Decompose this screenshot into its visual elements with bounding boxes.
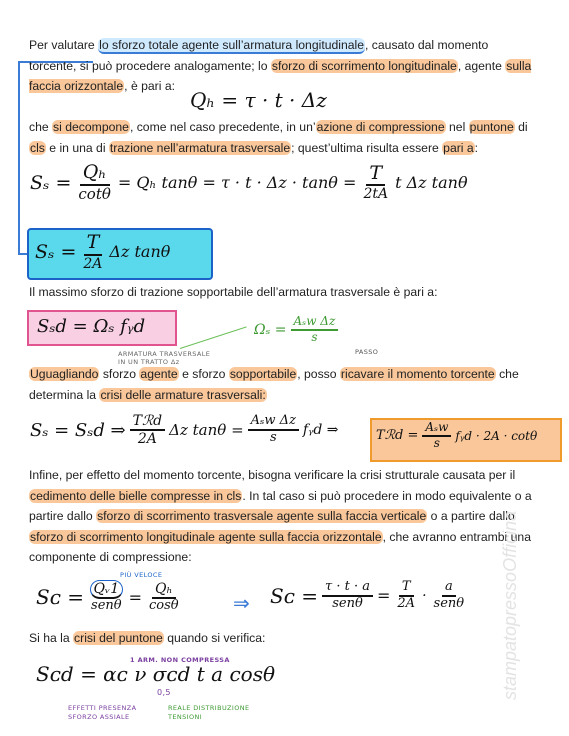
arrow-icon: ⇒ [233,591,250,615]
fraction: $\frac{a}{\text{senθ}}$ [433,579,465,611]
annotation-armatura: ARMATURA TRASVERSALE IN UN TRATTO Δz [118,350,211,366]
boxed-formula-ssd: Sₛd = Ωₛ fᵧd [27,310,177,346]
fraction: $\frac{\text{Aₛw}}{s}$ [422,421,451,451]
highlight-text: sulla faccia orizzontale [29,58,532,93]
paragraph-1: Per valutare lo sforzo totale agente sull’armatura longitudinale, causato dal momento torcente, si può procedere analogamente; lo sforzo di scorrimento longitudinale, agente sulla faccia orizzontale, è pari a: [29,38,532,93]
formula-ss-expansion: Sₛ = $\frac{\text{Qₕ}}{\cot\theta}$ = Qₕ tanθ = τ · t · Δz · tanθ = $\frac{T}{2tA}$ t Δz tanθ [30,161,468,203]
paragraph-3: Il massimo sforzo di trazione sopportabile dell’armatura trasversale è pari a: [29,285,438,299]
fraction: $\frac{\text{Aₛw Δz}}{s}$ [291,315,339,345]
formula-sc: Sᴄ = $\frac{\text{Qᵥ1}}{\text{senθ}}$ = $\frac{\text{Qₕ}}{\cos\theta}$ [36,580,186,614]
boxed-formula-ss: Sₛ = $\frac{T}{2A}$ Δz tanθ [27,228,213,280]
fraction: $\frac{\text{Qᵥ1}}{\text{senθ}}$ [91,581,122,614]
formula-omega: Ωₛ = $\frac{\text{Aₛw Δz}}{s}$ [254,315,342,345]
annotation-arm-non-compressa: 1 ARM. NON COMPRESSA [130,656,230,664]
watermark: stampatopressoOfficina [500,510,520,700]
formula-sc-expansion: Sᴄ = $\frac{\tau \cdot t \cdot a}{\text{senθ}}$ = $\frac{T}{2A}$ · $\frac{a}{\text{senθ}}$ [270,580,471,612]
formula-qh: Qₕ = τ · t · Δz [190,88,327,112]
fraction: $\frac{\text{Aₛw Δz}}{s}$ [248,414,299,446]
fraction: $\frac{\text{Qₕ}}{\cot\theta}$ [78,161,111,203]
highlight-text: lo sforzo totale agente sull’armatura longitudinale [99,38,365,52]
formula-scd: Sᴄd = αᴄ ν σᴄd t a cosθ [36,662,275,686]
annotation-passo: PASSO [355,348,379,356]
annotation-piu-veloce: PIÙ VELOCE [120,571,163,579]
paragraph-4: Uguagliando sforzo agente e sforzo sopportabile, posso ricavare il momento torcente che determina la crisi delle armature trasversali: [29,367,519,402]
bracket-vertical [18,61,20,255]
fraction: $\frac{T}{2A}$ [83,231,103,272]
annotation-effetti: EFFETTI PRESENZA SFORZO ASSIALE [68,704,137,721]
fraction: $\frac{T}{2tA}$ [363,161,389,203]
annotation-half: 0,5 [157,688,171,697]
boxed-formula-trd: Tℛd = $\frac{\text{Aₛw}}{s}$ fᵧd · 2A · cotθ [370,418,562,462]
fraction: $\frac{\text{Qₕ}}{\cos\theta}$ [149,580,179,613]
annotation-reale: REALE DISTRIBUZIONE TENSIONI [168,704,250,721]
fraction: $\frac{\tau \cdot t \cdot a}{\text{senθ}}$ [322,580,373,612]
highlight-text: sforzo di scorrimento longitudinale [271,58,457,73]
paragraph-6: Si ha la crisi del puntone quando si verifica: [29,631,266,645]
connector-line [180,326,247,349]
fraction: $\frac{T}{2A}$ [397,579,416,611]
fraction: $\frac{\text{Tℛd}}{2A}$ [130,413,165,447]
paragraph-5: Infine, per effetto del momento torcente, bisogna verificare la crisi strutturale causata per il cedimento delle bielle compresse in cls. In tal caso si può procedere in modo equivalente o a partire dallo sforzo di scorrimento trasversale agente sulla faccia verticale o a partire dallo sforzo di scorrimento longitudinale agente sulla faccia orizzontale, che avranno entrambi una componente di compressione: [29,468,532,564]
formula-equality: Sₛ = Sₛd ⇒ $\frac{\text{Tℛd}}{2A}$ Δz tanθ = $\frac{\text{Aₛw Δz}}{s}$ fᵧd ⇒ [30,413,339,448]
paragraph-2: che si decompone, come nel caso precedente, in un’azione di compressione nel puntone di cls e in una di trazione nell’armatura trasversale; quest’ultima risulta essere pari a: [29,120,528,155]
